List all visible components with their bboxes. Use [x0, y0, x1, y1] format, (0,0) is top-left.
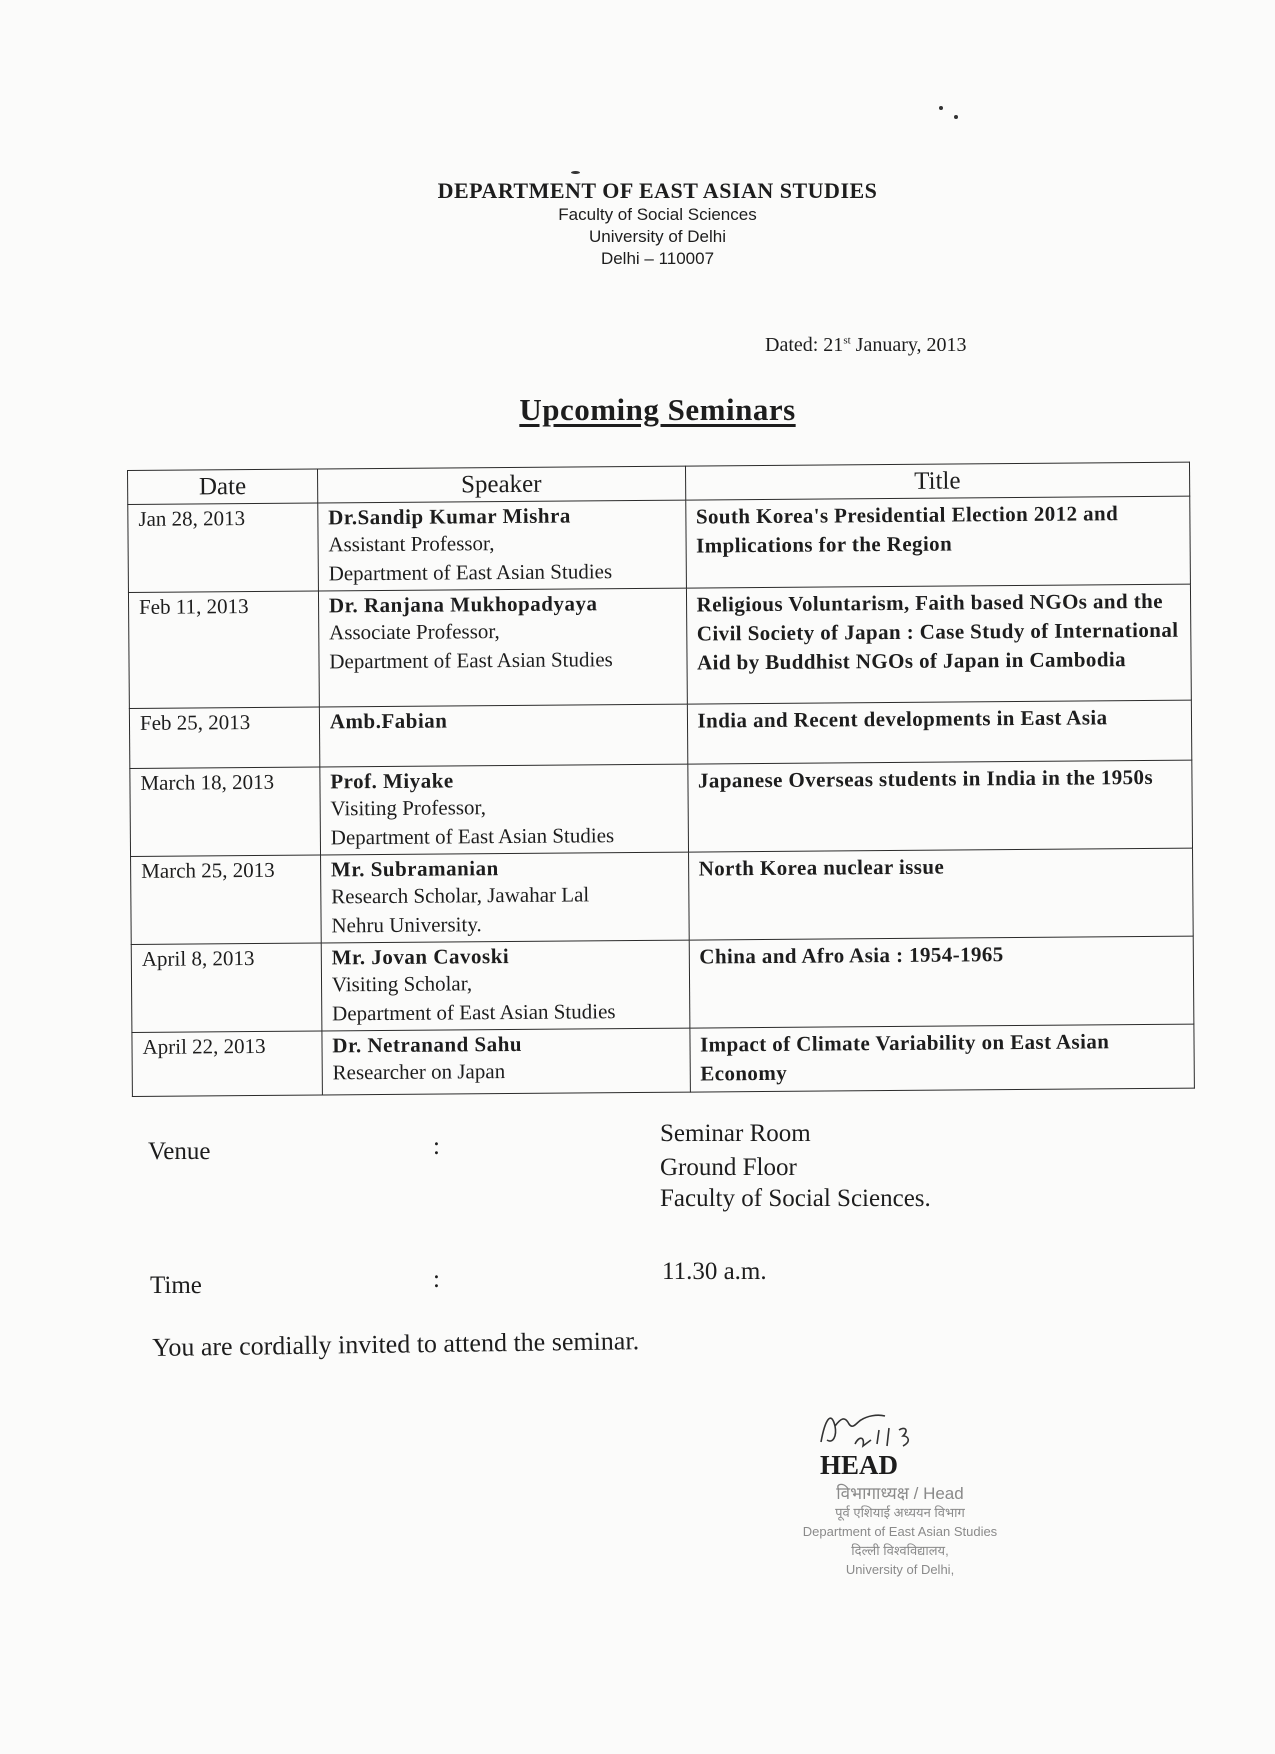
column-header-date: Date — [128, 469, 318, 504]
speaker-name: Amb.Fabian — [329, 708, 448, 734]
seminar-date: March 25, 2013 — [131, 855, 322, 944]
speaker-name: Dr. Netranand Sahu — [332, 1031, 523, 1058]
stamp-line: दिल्ली विश्वविद्यालय, — [851, 1543, 949, 1558]
invitation-text: You are cordially invited to attend the seminar. — [152, 1326, 640, 1362]
speaker-role: Visiting Scholar, — [331, 971, 473, 997]
speaker-role: Visiting Professor, — [330, 795, 486, 821]
table-row — [129, 700, 1191, 768]
city-pincode: Delhi – 110007 — [600, 249, 715, 268]
seminar-title: Impact of Climate Variability on East Asian Economy — [689, 1024, 1194, 1092]
official-stamp — [770, 1484, 1030, 1579]
speaker-affiliation: Department of East Asian Studies — [332, 999, 616, 1026]
stamp-line: विभागाध्यक्ष / Head — [836, 1484, 964, 1503]
speaker-cell — [322, 1028, 690, 1095]
venue-colon: : — [433, 1133, 440, 1160]
speaker-affiliation: Department of East Asian Studies — [329, 647, 613, 674]
university-name: University of Delhi — [589, 227, 726, 246]
venue-line-1: Seminar Room — [660, 1120, 811, 1147]
speaker-role: Assistant Professor, — [328, 531, 495, 557]
seminar-date: Jan 28, 2013 — [128, 503, 319, 592]
venue-line-3: Faculty of Social Sciences. — [660, 1185, 931, 1212]
page-title: Upcoming Seminars — [519, 392, 796, 427]
speaker-cell — [318, 588, 687, 707]
stamp-line: Department of East Asian Studies — [802, 1524, 998, 1539]
date-prefix: Dated: 21 — [765, 334, 844, 356]
seminar-date: March 18, 2013 — [130, 767, 321, 856]
table-row — [128, 584, 1191, 708]
speaker-name: Mr. Subramanian — [330, 856, 499, 882]
speaker-role: Research Scholar, Jawahar Lal — [331, 882, 590, 909]
time-value: 11.30 a.m. — [662, 1258, 767, 1285]
time-colon: : — [433, 1266, 440, 1293]
seminar-title: China and Afro Asia : 1954-1965 — [689, 936, 1194, 1028]
seminar-date: April 8, 2013 — [131, 943, 322, 1032]
date-line — [765, 334, 967, 357]
speaker-cell — [320, 852, 688, 943]
table-row — [131, 936, 1194, 1032]
speaker-name: Mr. Jovan Cavoski — [331, 944, 510, 970]
head-designation: HEAD — [820, 1450, 899, 1480]
column-header-speaker: Speaker — [317, 466, 685, 503]
department-name: DEPARTMENT OF EAST ASIAN STUDIES — [437, 178, 878, 203]
speaker-affiliation: Department of East Asian Studies — [328, 559, 613, 586]
venue-label: Venue — [148, 1138, 211, 1165]
table-row — [131, 848, 1194, 944]
table-row — [130, 760, 1193, 856]
scan-speck — [939, 106, 943, 110]
speaker-cell — [319, 704, 687, 767]
speaker-role: Researcher on Japan — [332, 1059, 506, 1085]
table-row — [132, 1024, 1194, 1096]
speaker-name: Dr. Ranjana Mukhopadyaya — [328, 591, 598, 618]
speaker-name: Prof. Miyake — [330, 768, 454, 794]
seminar-date: April 22, 2013 — [132, 1031, 322, 1096]
date-suffix: January, 2013 — [850, 334, 967, 356]
seminar-title: India and Recent developments in East Asia — [687, 700, 1192, 764]
scan-speck — [954, 115, 958, 119]
stamp-line: University of Delhi, — [845, 1562, 955, 1577]
seminar-title: North Korea nuclear issue — [688, 848, 1193, 940]
seminar-date: Feb 25, 2013 — [129, 707, 319, 768]
seminar-date: Feb 11, 2013 — [128, 591, 319, 708]
time-label: Time — [150, 1272, 202, 1299]
speaker-name: Dr.Sandip Kumar Mishra — [328, 503, 571, 530]
speaker-cell — [321, 940, 689, 1031]
speaker-affiliation: Nehru University. — [331, 912, 482, 938]
seminar-title: Japanese Overseas students in India in the 1950s — [687, 760, 1192, 852]
speaker-role: Associate Professor, — [329, 619, 500, 645]
seminar-title: South Korea's Presidential Election 2012 and Implications for the Region — [685, 496, 1190, 588]
column-header-title: Title — [685, 462, 1190, 500]
letterhead — [0, 178, 1275, 270]
speaker-cell — [320, 764, 688, 855]
scan-speck — [571, 171, 580, 174]
table-row — [128, 496, 1191, 592]
venue-line-2: Ground Floor — [660, 1154, 797, 1181]
faculty-name: Faculty of Social Sciences — [558, 205, 757, 224]
speaker-affiliation: Department of East Asian Studies — [330, 823, 615, 850]
seminar-title: Religious Voluntarism, Faith based NGOs and the Civil Society of Japan : Case Study of International Aid by Buddhist NGOs of Japan in Cambodia — [686, 584, 1191, 704]
stamp-line: पूर्व एशियाई अध्ययन विभाग — [835, 1505, 965, 1520]
seminar-table — [127, 462, 1195, 1097]
date-ordinal: st — [843, 334, 851, 347]
speaker-cell — [318, 500, 686, 591]
